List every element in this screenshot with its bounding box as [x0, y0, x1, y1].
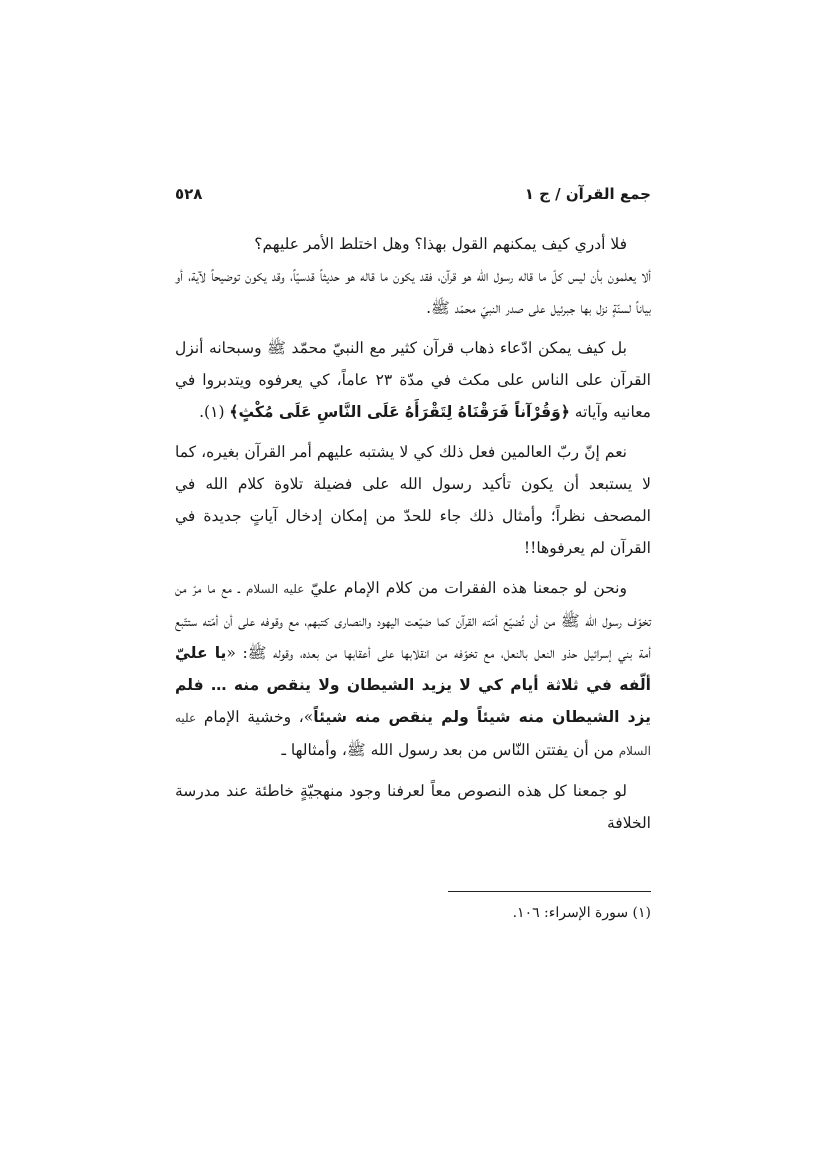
- book-title: جمع القرآن / ج ١: [524, 185, 651, 203]
- honorific-mark: عليه السلام: [175, 711, 651, 758]
- page-number: ٥٢٨: [175, 185, 203, 203]
- paragraph-5-text-a: ونحن لو جمعنا هذه الفقرات من كلام الإمام عليّ: [304, 579, 627, 597]
- honorific-mark: عليه السلام: [245, 582, 305, 596]
- footnote: (١) سورة الإسراء: ١٠٦.: [512, 905, 651, 921]
- paragraph-5: [175, 572, 651, 767]
- paragraph-4: نعم إنّ ربّ العالمين فعل ذلك كي لا يشتبه عليهم أمر القرآن بغيره، كما لا يستبعد أن يكون تأكيد رسول الله على فضيلة تلاوة كلام الله في المصحف نظراً؛ وأمثال ذلك جاء للحدّ من إمكان إدخال آياتٍ جديدة في القرآن لم يعرفوها!!: [175, 443, 651, 557]
- hadith-quote: يا عليّ ألّفه في ثلاثة أيام كي لا يزيد الشيطان ولا ينقص منه … فلم يزد الشيطان منه شيئاً ولم ينقص منه شيئاً: [175, 644, 651, 726]
- paragraph-3: [175, 332, 651, 428]
- main-text: [175, 228, 651, 839]
- paragraph-5-text-c: »، وخشية الإمام: [196, 708, 314, 726]
- paragraph-5-text-d: من أن يفتتن النّاس من بعد رسول الله ﷺ، وأمثالها ـ: [281, 741, 619, 759]
- page-header: [175, 185, 651, 203]
- paragraph-2: ألا يعلمون بأن ليس كلّ ما قاله رسول الله هو قرآن، فقد يكون ما قاله هو حديثاً قدسيّاً، وقد يكون توضيحاً لآية، أو بياناً لسنّةٍ نزل بها جبرئيل على صدر النبيّ محمّد ﷺ.: [175, 267, 651, 317]
- paragraph-1: فلا أدري كيف يمكنهم القول بهذا؟ وهل اختلط الأمر عليهم؟: [254, 235, 627, 253]
- paragraph-3-text: بل كيف يمكن ادّعاء ذهاب قرآن كثير مع النبيّ محمّد ﷺ وسبحانه أنزل القرآن على الناس على مكث في مدّة ٢٣ عاماً، كي يعرفوه ويتدبروا في معانيه وآياته: [175, 339, 651, 421]
- footnote-reference: (١).: [199, 403, 230, 421]
- quran-verse: ﴿وَقُرْآناً فَرَقْنَاهُ لِتَقْرَأَهُ عَلَى النَّاسِ عَلَى مُكْثٍ﴾: [229, 403, 570, 421]
- footnote-divider: [448, 891, 651, 892]
- paragraph-6: لو جمعنا كل هذه النصوص معاً لعرفنا وجود منهجيّةٍ خاطئة عند مدرسة الخلافة: [175, 782, 651, 832]
- paragraph-5-text-b: ـ مع ما مرّ من تخوّف رسول الله ﷺ من أن تُضيّع أمّته القرآن كما ضيّعت اليهود والنصارى كتبهم، مع وقوفه على أن أمّته ستتّبع أمة بني إسرائيل حذو النعل بالنعل، مع تخوّفه من انقلابها على أعقابها من بعده، وقوله ﷺ: «: [175, 579, 652, 662]
